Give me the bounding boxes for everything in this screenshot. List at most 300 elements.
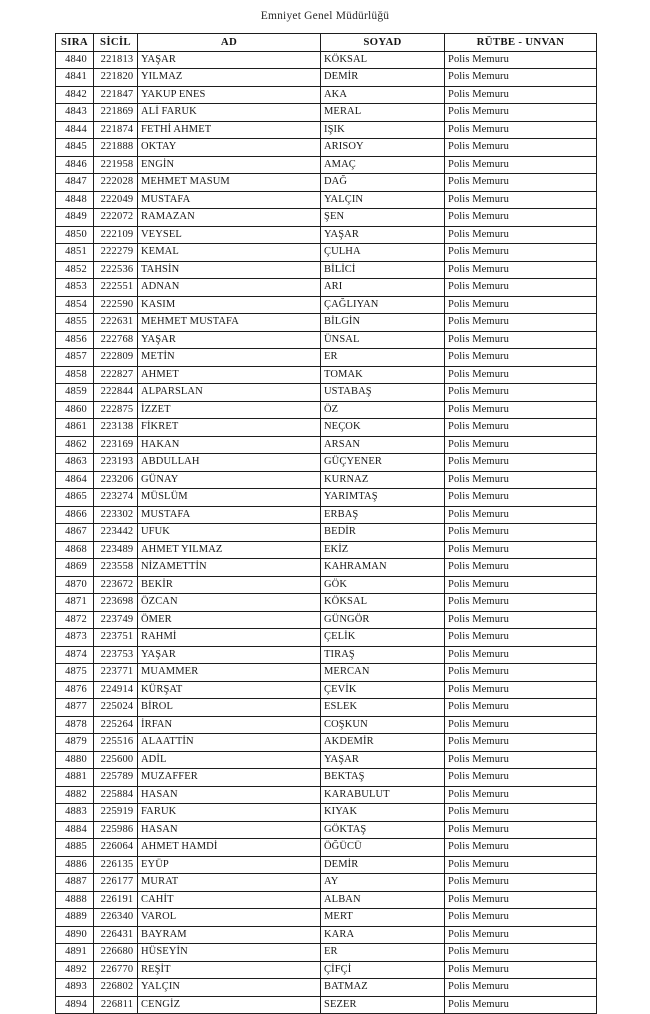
- cell-rutbe: Polis Memuru: [445, 279, 597, 297]
- cell-sira: 4876: [56, 681, 94, 699]
- table-row: [56, 786, 597, 804]
- cell-soyad: GÜNGÖR: [321, 611, 445, 629]
- column-header-rutbe: RÜTBE - UNVAN: [445, 34, 597, 52]
- cell-soyad: ŞEN: [321, 209, 445, 227]
- cell-ad: BAYRAM: [138, 926, 321, 944]
- cell-rutbe: Polis Memuru: [445, 594, 597, 612]
- cell-sira: 4840: [56, 51, 94, 69]
- cell-sira: 4890: [56, 926, 94, 944]
- cell-sira: 4861: [56, 419, 94, 437]
- cell-ad: MEHMET MUSTAFA: [138, 314, 321, 332]
- cell-sicil: 225789: [94, 769, 138, 787]
- table-row: [56, 856, 597, 874]
- cell-sicil: 223442: [94, 524, 138, 542]
- column-header-soyad: SOYAD: [321, 34, 445, 52]
- table-row: [56, 279, 597, 297]
- table-row: [56, 524, 597, 542]
- cell-soyad: COŞKUN: [321, 716, 445, 734]
- cell-soyad: ÇELİK: [321, 629, 445, 647]
- cell-sicil: 221888: [94, 139, 138, 157]
- cell-rutbe: Polis Memuru: [445, 51, 597, 69]
- cell-ad: UFUK: [138, 524, 321, 542]
- cell-soyad: AKA: [321, 86, 445, 104]
- table-row: [56, 961, 597, 979]
- cell-soyad: BEKTAŞ: [321, 769, 445, 787]
- cell-ad: AHMET HAMDİ: [138, 839, 321, 857]
- cell-soyad: NEÇOK: [321, 419, 445, 437]
- personnel-roster-table: [55, 33, 597, 1014]
- cell-sicil: 221820: [94, 69, 138, 87]
- table-row: [56, 909, 597, 927]
- cell-ad: YAŞAR: [138, 51, 321, 69]
- cell-ad: HAKAN: [138, 436, 321, 454]
- table-row: [56, 296, 597, 314]
- table-row: [56, 104, 597, 122]
- cell-sira: 4852: [56, 261, 94, 279]
- cell-soyad: ESLEK: [321, 699, 445, 717]
- cell-sicil: 226770: [94, 961, 138, 979]
- cell-ad: KÜRŞAT: [138, 681, 321, 699]
- cell-ad: ÖMER: [138, 611, 321, 629]
- table-row: [56, 874, 597, 892]
- table-row: [56, 156, 597, 174]
- cell-sicil: 223274: [94, 489, 138, 507]
- table-row: [56, 629, 597, 647]
- cell-rutbe: Polis Memuru: [445, 384, 597, 402]
- cell-soyad: DEMİR: [321, 856, 445, 874]
- table-row: [56, 226, 597, 244]
- cell-sira: 4851: [56, 244, 94, 262]
- cell-sira: 4844: [56, 121, 94, 139]
- cell-ad: VEYSEL: [138, 226, 321, 244]
- cell-sira: 4875: [56, 664, 94, 682]
- cell-sicil: 223138: [94, 419, 138, 437]
- cell-ad: OKTAY: [138, 139, 321, 157]
- cell-ad: REŞİT: [138, 961, 321, 979]
- cell-soyad: ÖĞÜCÜ: [321, 839, 445, 857]
- cell-sicil: 222109: [94, 226, 138, 244]
- table-row: [56, 489, 597, 507]
- cell-sira: 4880: [56, 751, 94, 769]
- cell-ad: YAŞAR: [138, 646, 321, 664]
- table-row: [56, 436, 597, 454]
- cell-soyad: YAŞAR: [321, 226, 445, 244]
- cell-soyad: KARA: [321, 926, 445, 944]
- cell-sira: 4873: [56, 629, 94, 647]
- cell-sicil: 221869: [94, 104, 138, 122]
- cell-ad: HASAN: [138, 786, 321, 804]
- cell-sicil: 222551: [94, 279, 138, 297]
- cell-rutbe: Polis Memuru: [445, 664, 597, 682]
- table-row: [56, 454, 597, 472]
- table-row: [56, 261, 597, 279]
- cell-soyad: BİLGİN: [321, 314, 445, 332]
- cell-soyad: YARIMTAŞ: [321, 489, 445, 507]
- table-body: [56, 51, 597, 1014]
- cell-rutbe: Polis Memuru: [445, 874, 597, 892]
- cell-soyad: ÜNSAL: [321, 331, 445, 349]
- table-row: [56, 769, 597, 787]
- cell-sicil: 226064: [94, 839, 138, 857]
- cell-sicil: 225884: [94, 786, 138, 804]
- table-row: [56, 699, 597, 717]
- cell-rutbe: Polis Memuru: [445, 471, 597, 489]
- cell-ad: YALÇIN: [138, 979, 321, 997]
- table-row: [56, 821, 597, 839]
- cell-ad: ALİ FARUK: [138, 104, 321, 122]
- table-row: [56, 646, 597, 664]
- cell-rutbe: Polis Memuru: [445, 191, 597, 209]
- cell-sicil: 225264: [94, 716, 138, 734]
- cell-soyad: KURNAZ: [321, 471, 445, 489]
- cell-rutbe: Polis Memuru: [445, 419, 597, 437]
- cell-sira: 4854: [56, 296, 94, 314]
- cell-sira: 4846: [56, 156, 94, 174]
- cell-soyad: DAĞ: [321, 174, 445, 192]
- cell-rutbe: Polis Memuru: [445, 314, 597, 332]
- cell-sicil: 222844: [94, 384, 138, 402]
- cell-sicil: 222631: [94, 314, 138, 332]
- cell-soyad: AY: [321, 874, 445, 892]
- cell-sicil: 223302: [94, 506, 138, 524]
- cell-soyad: DEMİR: [321, 69, 445, 87]
- cell-sicil: 226191: [94, 891, 138, 909]
- table-row: [56, 996, 597, 1014]
- cell-sira: 4883: [56, 804, 94, 822]
- cell-ad: FİKRET: [138, 419, 321, 437]
- cell-rutbe: Polis Memuru: [445, 331, 597, 349]
- cell-ad: EYÜP: [138, 856, 321, 874]
- cell-ad: HÜSEYİN: [138, 944, 321, 962]
- cell-ad: FETHİ AHMET: [138, 121, 321, 139]
- cell-rutbe: Polis Memuru: [445, 734, 597, 752]
- cell-rutbe: Polis Memuru: [445, 86, 597, 104]
- cell-soyad: MERAL: [321, 104, 445, 122]
- table-row: [56, 576, 597, 594]
- cell-sira: 4869: [56, 559, 94, 577]
- cell-sira: 4863: [56, 454, 94, 472]
- cell-rutbe: Polis Memuru: [445, 909, 597, 927]
- cell-rutbe: Polis Memuru: [445, 629, 597, 647]
- cell-ad: AHMET YILMAZ: [138, 541, 321, 559]
- cell-soyad: AKDEMİR: [321, 734, 445, 752]
- cell-sicil: 223771: [94, 664, 138, 682]
- cell-sicil: 222028: [94, 174, 138, 192]
- cell-sicil: 226680: [94, 944, 138, 962]
- cell-sira: 4887: [56, 874, 94, 892]
- cell-rutbe: Polis Memuru: [445, 839, 597, 857]
- cell-soyad: AMAÇ: [321, 156, 445, 174]
- cell-sicil: 226340: [94, 909, 138, 927]
- cell-rutbe: Polis Memuru: [445, 261, 597, 279]
- table-row: [56, 664, 597, 682]
- cell-rutbe: Polis Memuru: [445, 349, 597, 367]
- cell-rutbe: Polis Memuru: [445, 944, 597, 962]
- table-row: [56, 979, 597, 997]
- table-row: [56, 944, 597, 962]
- cell-rutbe: Polis Memuru: [445, 541, 597, 559]
- cell-sicil: 225516: [94, 734, 138, 752]
- cell-sicil: 223558: [94, 559, 138, 577]
- cell-sira: 4842: [56, 86, 94, 104]
- cell-rutbe: Polis Memuru: [445, 891, 597, 909]
- cell-sicil: 222809: [94, 349, 138, 367]
- cell-soyad: GÖKTAŞ: [321, 821, 445, 839]
- cell-soyad: KÖKSAL: [321, 51, 445, 69]
- cell-ad: MEHMET MASUM: [138, 174, 321, 192]
- cell-soyad: ARSAN: [321, 436, 445, 454]
- cell-ad: VAROL: [138, 909, 321, 927]
- cell-ad: KASIM: [138, 296, 321, 314]
- cell-soyad: ÖZ: [321, 401, 445, 419]
- cell-sira: 4859: [56, 384, 94, 402]
- cell-soyad: ÇİFÇİ: [321, 961, 445, 979]
- cell-sira: 4881: [56, 769, 94, 787]
- cell-soyad: ERBAŞ: [321, 506, 445, 524]
- cell-sicil: 225919: [94, 804, 138, 822]
- cell-sicil: 223169: [94, 436, 138, 454]
- cell-ad: CENGİZ: [138, 996, 321, 1014]
- cell-sira: 4841: [56, 69, 94, 87]
- cell-soyad: ÇULHA: [321, 244, 445, 262]
- table-row: [56, 209, 597, 227]
- cell-soyad: SEZER: [321, 996, 445, 1014]
- cell-sira: 4877: [56, 699, 94, 717]
- cell-rutbe: Polis Memuru: [445, 366, 597, 384]
- cell-sira: 4872: [56, 611, 94, 629]
- table-row: [56, 314, 597, 332]
- cell-soyad: MERT: [321, 909, 445, 927]
- cell-soyad: EKİZ: [321, 541, 445, 559]
- cell-rutbe: Polis Memuru: [445, 699, 597, 717]
- cell-rutbe: Polis Memuru: [445, 209, 597, 227]
- cell-soyad: KARABULUT: [321, 786, 445, 804]
- cell-soyad: YALÇIN: [321, 191, 445, 209]
- cell-ad: RAMAZAN: [138, 209, 321, 227]
- cell-soyad: ARI: [321, 279, 445, 297]
- cell-soyad: ÇAĞLIYAN: [321, 296, 445, 314]
- cell-sicil: 221874: [94, 121, 138, 139]
- table-row: [56, 366, 597, 384]
- cell-sicil: 226431: [94, 926, 138, 944]
- cell-sicil: 226811: [94, 996, 138, 1014]
- cell-ad: KEMAL: [138, 244, 321, 262]
- cell-sira: 4853: [56, 279, 94, 297]
- cell-sira: 4871: [56, 594, 94, 612]
- cell-sicil: 221847: [94, 86, 138, 104]
- cell-sicil: 223193: [94, 454, 138, 472]
- cell-rutbe: Polis Memuru: [445, 121, 597, 139]
- table-row: [56, 384, 597, 402]
- cell-soyad: ALBAN: [321, 891, 445, 909]
- cell-rutbe: Polis Memuru: [445, 69, 597, 87]
- cell-sicil: 222590: [94, 296, 138, 314]
- cell-ad: RAHMİ: [138, 629, 321, 647]
- cell-ad: YAKUP ENES: [138, 86, 321, 104]
- cell-sicil: 223672: [94, 576, 138, 594]
- cell-rutbe: Polis Memuru: [445, 559, 597, 577]
- cell-soyad: BİLİCİ: [321, 261, 445, 279]
- cell-rutbe: Polis Memuru: [445, 961, 597, 979]
- cell-ad: FARUK: [138, 804, 321, 822]
- table-row: [56, 716, 597, 734]
- table-row: [56, 611, 597, 629]
- cell-rutbe: Polis Memuru: [445, 804, 597, 822]
- table-row: [56, 244, 597, 262]
- table-header: [56, 34, 597, 52]
- cell-rutbe: Polis Memuru: [445, 576, 597, 594]
- cell-ad: MUAMMER: [138, 664, 321, 682]
- cell-sicil: 223753: [94, 646, 138, 664]
- cell-rutbe: Polis Memuru: [445, 454, 597, 472]
- cell-sicil: 222279: [94, 244, 138, 262]
- cell-sicil: 224914: [94, 681, 138, 699]
- cell-soyad: KIYAK: [321, 804, 445, 822]
- cell-soyad: GÜÇYENER: [321, 454, 445, 472]
- cell-sira: 4865: [56, 489, 94, 507]
- cell-rutbe: Polis Memuru: [445, 751, 597, 769]
- cell-ad: YAŞAR: [138, 331, 321, 349]
- cell-sira: 4866: [56, 506, 94, 524]
- cell-sicil: 223489: [94, 541, 138, 559]
- table-row: [56, 804, 597, 822]
- table-row: [56, 506, 597, 524]
- cell-sira: 4885: [56, 839, 94, 857]
- cell-sira: 4894: [56, 996, 94, 1014]
- cell-sira: 4884: [56, 821, 94, 839]
- cell-sira: 4843: [56, 104, 94, 122]
- table-header-row: [56, 34, 597, 52]
- table-row: [56, 541, 597, 559]
- cell-ad: HASAN: [138, 821, 321, 839]
- cell-sira: 4891: [56, 944, 94, 962]
- cell-ad: CAHİT: [138, 891, 321, 909]
- cell-sicil: 222536: [94, 261, 138, 279]
- cell-sicil: 222827: [94, 366, 138, 384]
- cell-sira: 4874: [56, 646, 94, 664]
- cell-sicil: 222072: [94, 209, 138, 227]
- cell-ad: ÖZCAN: [138, 594, 321, 612]
- cell-sicil: 226177: [94, 874, 138, 892]
- cell-rutbe: Polis Memuru: [445, 524, 597, 542]
- cell-rutbe: Polis Memuru: [445, 996, 597, 1014]
- cell-sicil: 226802: [94, 979, 138, 997]
- cell-soyad: ÇEVİK: [321, 681, 445, 699]
- table-row: [56, 174, 597, 192]
- cell-sira: 4888: [56, 891, 94, 909]
- cell-rutbe: Polis Memuru: [445, 104, 597, 122]
- cell-ad: ADNAN: [138, 279, 321, 297]
- table-row: [56, 331, 597, 349]
- cell-rutbe: Polis Memuru: [445, 769, 597, 787]
- cell-soyad: ARISOY: [321, 139, 445, 157]
- cell-sicil: 223751: [94, 629, 138, 647]
- cell-sicil: 225600: [94, 751, 138, 769]
- cell-sicil: 222875: [94, 401, 138, 419]
- cell-soyad: GÖK: [321, 576, 445, 594]
- cell-ad: NİZAMETTİN: [138, 559, 321, 577]
- cell-sicil: 222768: [94, 331, 138, 349]
- cell-sicil: 225024: [94, 699, 138, 717]
- cell-ad: BEKİR: [138, 576, 321, 594]
- cell-ad: MUZAFFER: [138, 769, 321, 787]
- cell-rutbe: Polis Memuru: [445, 436, 597, 454]
- cell-soyad: YAŞAR: [321, 751, 445, 769]
- cell-rutbe: Polis Memuru: [445, 139, 597, 157]
- table-row: [56, 559, 597, 577]
- cell-ad: ALAATTİN: [138, 734, 321, 752]
- cell-sira: 4867: [56, 524, 94, 542]
- cell-ad: İZZET: [138, 401, 321, 419]
- table-row: [56, 926, 597, 944]
- table-row: [56, 401, 597, 419]
- cell-rutbe: Polis Memuru: [445, 156, 597, 174]
- cell-ad: MUSTAFA: [138, 191, 321, 209]
- table-row: [56, 751, 597, 769]
- cell-ad: METİN: [138, 349, 321, 367]
- cell-sicil: 223698: [94, 594, 138, 612]
- cell-soyad: KAHRAMAN: [321, 559, 445, 577]
- cell-ad: GÜNAY: [138, 471, 321, 489]
- cell-rutbe: Polis Memuru: [445, 226, 597, 244]
- cell-sicil: 225986: [94, 821, 138, 839]
- cell-rutbe: Polis Memuru: [445, 681, 597, 699]
- cell-soyad: BEDİR: [321, 524, 445, 542]
- cell-rutbe: Polis Memuru: [445, 646, 597, 664]
- table-row: [56, 69, 597, 87]
- table-row: [56, 419, 597, 437]
- cell-rutbe: Polis Memuru: [445, 489, 597, 507]
- table-row: [56, 471, 597, 489]
- cell-soyad: TIRAŞ: [321, 646, 445, 664]
- cell-ad: ALPARSLAN: [138, 384, 321, 402]
- cell-sicil: 223749: [94, 611, 138, 629]
- cell-soyad: ER: [321, 349, 445, 367]
- cell-rutbe: Polis Memuru: [445, 401, 597, 419]
- cell-sira: 4847: [56, 174, 94, 192]
- cell-sira: 4878: [56, 716, 94, 734]
- cell-sicil: 223206: [94, 471, 138, 489]
- cell-rutbe: Polis Memuru: [445, 244, 597, 262]
- cell-rutbe: Polis Memuru: [445, 296, 597, 314]
- cell-sira: 4862: [56, 436, 94, 454]
- cell-sira: 4879: [56, 734, 94, 752]
- cell-soyad: USTABAŞ: [321, 384, 445, 402]
- cell-sira: 4850: [56, 226, 94, 244]
- cell-rutbe: Polis Memuru: [445, 979, 597, 997]
- table-row: [56, 139, 597, 157]
- table-row: [56, 51, 597, 69]
- cell-sicil: 221813: [94, 51, 138, 69]
- cell-sira: 4845: [56, 139, 94, 157]
- cell-sira: 4864: [56, 471, 94, 489]
- cell-sicil: 222049: [94, 191, 138, 209]
- cell-ad: ADİL: [138, 751, 321, 769]
- cell-ad: TAHSİN: [138, 261, 321, 279]
- cell-rutbe: Polis Memuru: [445, 926, 597, 944]
- cell-ad: ENGİN: [138, 156, 321, 174]
- cell-sira: 4882: [56, 786, 94, 804]
- column-header-ad: AD: [138, 34, 321, 52]
- cell-ad: AHMET: [138, 366, 321, 384]
- cell-rutbe: Polis Memuru: [445, 611, 597, 629]
- cell-sicil: 226135: [94, 856, 138, 874]
- cell-sira: 4860: [56, 401, 94, 419]
- column-header-sicil: SİCİL: [94, 34, 138, 52]
- cell-soyad: MERCAN: [321, 664, 445, 682]
- cell-rutbe: Polis Memuru: [445, 174, 597, 192]
- cell-sira: 4868: [56, 541, 94, 559]
